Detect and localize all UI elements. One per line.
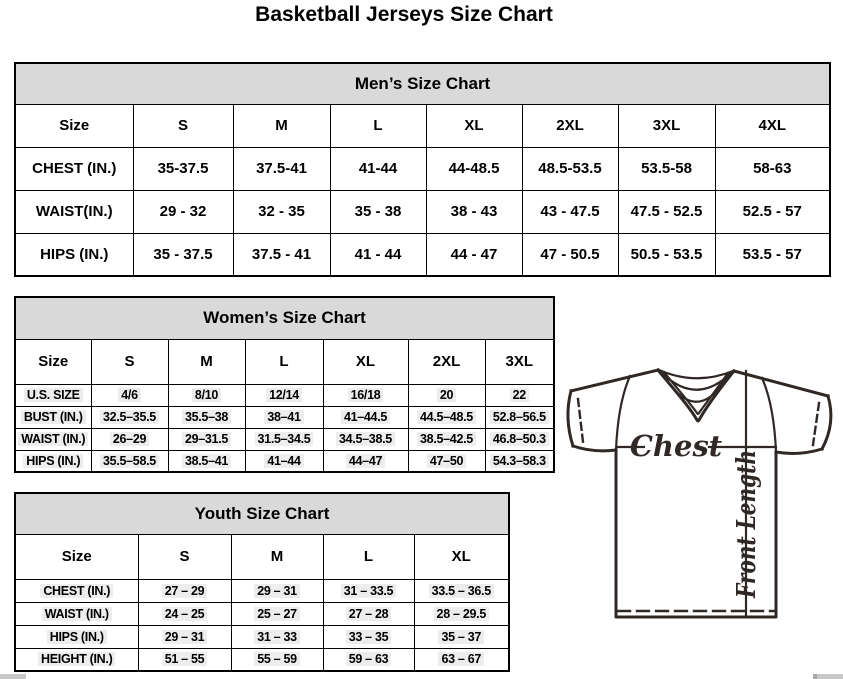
table-row xyxy=(15,384,554,406)
column-header: XL xyxy=(426,104,522,147)
size-value: 31 – 33 xyxy=(231,625,323,648)
youth-size-table xyxy=(14,492,510,672)
column-header: XL xyxy=(414,534,509,579)
column-header: S xyxy=(133,104,233,147)
size-value: 35 - 37.5 xyxy=(133,233,233,276)
size-value: 27 – 28 xyxy=(323,602,414,625)
size-value: 38–41 xyxy=(245,406,323,428)
page-title: Basketball Jerseys Size Chart xyxy=(255,3,553,26)
row-label: CHEST (IN.) xyxy=(15,579,138,602)
size-value: 46.8–50.3 xyxy=(485,428,554,450)
table-title: Men’s Size Chart xyxy=(15,63,830,104)
size-value: 47 - 50.5 xyxy=(522,233,618,276)
size-value: 31.5–34.5 xyxy=(245,428,323,450)
size-value: 48.5-53.5 xyxy=(522,147,618,190)
size-value: 29–31.5 xyxy=(168,428,245,450)
front-length-label: Front Length xyxy=(732,406,762,598)
size-value: 33 – 35 xyxy=(323,625,414,648)
jersey-right-shoulder xyxy=(734,371,828,396)
table-row xyxy=(15,190,830,233)
size-value: 41-44 xyxy=(330,147,426,190)
row-label: WAIST (IN.) xyxy=(15,602,138,625)
size-value: 20 xyxy=(408,384,485,406)
row-label: CHEST (IN.) xyxy=(15,147,133,190)
size-value: 24 – 25 xyxy=(138,602,231,625)
column-header: Size xyxy=(15,104,133,147)
column-header: S xyxy=(138,534,231,579)
size-value: 25 – 27 xyxy=(231,602,323,625)
size-value: 37.5 - 41 xyxy=(233,233,330,276)
size-value: 38.5–41 xyxy=(168,450,245,472)
jersey-measurement-diagram xyxy=(556,358,843,638)
column-header: M xyxy=(233,104,330,147)
scrollbar-fragment-right xyxy=(813,674,843,679)
table-row xyxy=(15,625,509,648)
row-label: HIPS (IN.) xyxy=(15,450,91,472)
size-value: 4/6 xyxy=(91,384,168,406)
jersey-left-shoulder xyxy=(571,370,658,391)
column-header: S xyxy=(91,339,168,384)
size-value: 8/10 xyxy=(168,384,245,406)
table-title: Women’s Size Chart xyxy=(15,297,554,339)
size-value: 43 - 47.5 xyxy=(522,190,618,233)
column-header: 2XL xyxy=(522,104,618,147)
jersey-right-underarm xyxy=(776,449,822,453)
scrollbar-fragment-left xyxy=(0,674,26,679)
size-value: 44.5–48.5 xyxy=(408,406,485,428)
column-header: L xyxy=(245,339,323,384)
size-value: 35 - 38 xyxy=(330,190,426,233)
table-row xyxy=(15,579,509,602)
column-header: 4XL xyxy=(715,104,830,147)
size-value: 47.5 - 52.5 xyxy=(618,190,715,233)
table-title: Youth Size Chart xyxy=(15,493,509,534)
row-label: HIPS (IN.) xyxy=(15,233,133,276)
table-row xyxy=(15,602,509,625)
size-value: 38 - 43 xyxy=(426,190,522,233)
jersey-left-underarm xyxy=(573,446,616,451)
table-row xyxy=(15,147,830,190)
column-header: M xyxy=(168,339,245,384)
size-value: 28 – 29.5 xyxy=(414,602,509,625)
size-value: 35-37.5 xyxy=(133,147,233,190)
column-header: L xyxy=(323,534,414,579)
size-value: 34.5–38.5 xyxy=(323,428,408,450)
size-value: 16/18 xyxy=(323,384,408,406)
row-label: HIPS (IN.) xyxy=(15,625,138,648)
size-value: 44 - 47 xyxy=(426,233,522,276)
row-label: WAIST(IN.) xyxy=(15,190,133,233)
table-row xyxy=(15,648,509,671)
size-value: 29 – 31 xyxy=(138,625,231,648)
womens-size-table xyxy=(14,296,555,473)
size-value: 38.5–42.5 xyxy=(408,428,485,450)
mens-size-table xyxy=(14,62,831,277)
size-value: 52.8–56.5 xyxy=(485,406,554,428)
size-value: 33.5 – 36.5 xyxy=(414,579,509,602)
size-value: 29 - 32 xyxy=(133,190,233,233)
row-label: HEIGHT (IN.) xyxy=(15,648,138,671)
size-value: 35.5–38 xyxy=(168,406,245,428)
right-cuff-dashed-line xyxy=(813,403,819,445)
table-row xyxy=(15,233,830,276)
size-value: 55 – 59 xyxy=(231,648,323,671)
chest-label: Chest xyxy=(629,429,723,463)
size-value: 51 – 55 xyxy=(138,648,231,671)
size-value: 27 – 29 xyxy=(138,579,231,602)
row-label: U.S. SIZE xyxy=(15,384,91,406)
column-header: Size xyxy=(15,339,91,384)
size-value: 63 – 67 xyxy=(414,648,509,671)
size-value: 22 xyxy=(485,384,554,406)
size-value: 35.5–58.5 xyxy=(91,450,168,472)
size-value: 32.5–35.5 xyxy=(91,406,168,428)
collar-back-arc-1 xyxy=(659,370,733,378)
table-row xyxy=(15,406,554,428)
column-header: L xyxy=(330,104,426,147)
size-value: 26–29 xyxy=(91,428,168,450)
jersey-right-sleeve-edge xyxy=(822,396,831,449)
size-value: 29 – 31 xyxy=(231,579,323,602)
size-value: 44-48.5 xyxy=(426,147,522,190)
size-value: 50.5 - 53.5 xyxy=(618,233,715,276)
column-header: 3XL xyxy=(485,339,554,384)
size-value: 37.5-41 xyxy=(233,147,330,190)
size-value: 12/14 xyxy=(245,384,323,406)
size-value: 41 - 44 xyxy=(330,233,426,276)
size-value: 53.5 - 57 xyxy=(715,233,830,276)
size-value: 32 - 35 xyxy=(233,190,330,233)
size-value: 53.5-58 xyxy=(618,147,715,190)
size-value: 41–44 xyxy=(245,450,323,472)
size-value: 52.5 - 57 xyxy=(715,190,830,233)
size-value: 31 – 33.5 xyxy=(323,579,414,602)
column-header: 3XL xyxy=(618,104,715,147)
jersey-left-sleeve-edge xyxy=(568,391,573,446)
size-value: 41–44.5 xyxy=(323,406,408,428)
size-value: 44–47 xyxy=(323,450,408,472)
row-label: BUST (IN.) xyxy=(15,406,91,428)
size-value: 54.3–58.3 xyxy=(485,450,554,472)
size-value: 35 – 37 xyxy=(414,625,509,648)
size-value: 47–50 xyxy=(408,450,485,472)
column-header: M xyxy=(231,534,323,579)
table-row xyxy=(15,450,554,472)
size-value: 58-63 xyxy=(715,147,830,190)
column-header: 2XL xyxy=(408,339,485,384)
jersey-right-seam xyxy=(762,378,776,452)
jersey-left-seam xyxy=(616,376,630,450)
size-value: 59 – 63 xyxy=(323,648,414,671)
column-header: Size xyxy=(15,534,138,579)
row-label: WAIST (IN.) xyxy=(15,428,91,450)
table-row xyxy=(15,428,554,450)
left-cuff-dashed-line xyxy=(578,399,583,442)
column-header: XL xyxy=(323,339,408,384)
